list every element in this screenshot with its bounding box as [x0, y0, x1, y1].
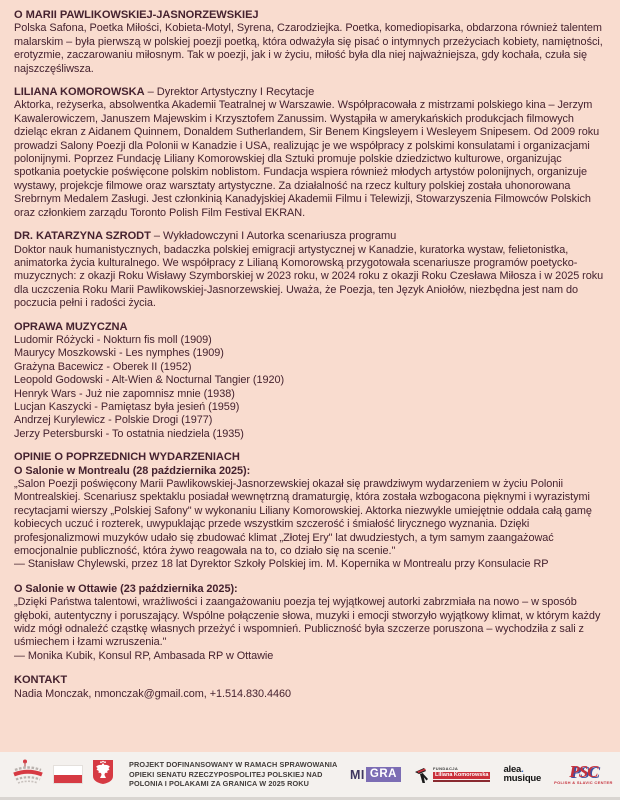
alea-blue-dot: .	[521, 764, 524, 775]
alea-musique-logo	[503, 766, 541, 783]
fundacja-logo-top-text: FUNDACJA	[432, 766, 459, 771]
szrodt-body: Doktor nauk humanistycznych, badaczka polskiej emigracji artystycznej w Kanadzie, kuratorka wystaw, felietonistka, animatorka życia kulturalnego. We współpracy z Lilianą Komorowską przygotowała scenariusze programów poetycko-muzycznych: z okazji Roku Wisławy Szymborskiej w 2023 roku, w 2024 roku z okazji Roku Czesława Miłosza i w 2025 roku dla uczczenia Roku Marii Pawlikowskiej-Jasnorzewskiej. Uważa, że Poezja, ten Język Aniołów, niezbędna jest nam do poczucia pełni i radości życia.	[14, 243, 604, 310]
opinion-montreal-title: O Salonie w Montrealu (28 października 2025):	[14, 464, 251, 477]
music-item: Maurycy Moszkowski - Les nymphes (1909)	[14, 347, 224, 360]
opinion-ottawa-quote: „Dzięki Państwa talentowi, wrażliwości i zaangażowaniu poezja tej wyjątkowej autorki zabrzmiała na nowo – w sposób głęboki, autentyczny i poruszający. Wspólne połączenie słowa, muzyki i emocji stworzyło wyjątkowy klimat, w którym każdy widz mógł odnaleźć cząstkę własnych przeżyć i wspomnień. Publiczność była szczerze poruszona – wychodziła z sali z uśmiechem i łzami wzruszenia."	[14, 596, 601, 649]
liliana-name: LILIANA KOMOROWSKA	[14, 86, 145, 99]
music-item: Andrzej Kurylewicz - Polskie Drogi (1977)	[14, 414, 213, 427]
liliana-heading	[14, 86, 608, 99]
psc-logo-subtext: POLISH & SLAVIC CENTER	[554, 780, 613, 785]
footer-sponsor-bar	[0, 752, 620, 800]
music-heading: OPRAWA MUZYCZNA	[14, 320, 128, 333]
szrodt-role: – Wykładowczyni I Autorka scenariusza programu	[150, 230, 397, 243]
opinion-montreal	[14, 465, 608, 572]
poland-flag-icon	[53, 765, 83, 784]
project-funding-line: OPIEKI SENATU RZECZYPOSPOLITEJ POLSKIEJ NAD	[129, 769, 323, 779]
fundacja-logo-textblock	[433, 767, 491, 782]
about-maria-heading: O MARII PAWLIKOWSKIEJ-JASNORZEWSKIEJ	[14, 9, 259, 21]
liliana-body: Aktorka, reżyserka, absolwentka Akademii Teatralnej w Warszawie. Współpracowała z mistrzami polskiego kina – Jerzym Kawalerowiczem, Januszem Majewskim i Krzysztofem Zanussim. Wystąpiła w amerykańskich produkcjach filmowych dzieląc ekran z Aidanem Quinnem, Donaldem Sutherlandem, Sir Benem Kingsleyem i Wesleyem Snipesem. Od 2009 roku prowadzi Salony Poezji dla Polonii w Kanadzie i USA, realizując je we współpracy z polskimi konsulatami i organizacjami polonijnymi. Poprzez Fundację Liliany Komorowskiej dla Sztuki promuje polskie dziedzictwo kulturowe, organizując spotkania poetyckie poświęcone polskim noblistom. Fundacja wspiera również młodych artystów polonijnych, organizuje wystawy, projekcje filmowe oraz warsztaty artystyczne. Za działalność na rzecz kultury polskiej została uhonorowana Srebrnym Medalem Zasługi. Jest członkinią Kanadyjskiej Akademii Filmu i Telewizji, Stowarzyszenia Filmowców Polskich oraz członkiem zarządu Toronto Polish Film Festival EKRAN.	[14, 99, 600, 219]
music-item: Lucjan Kaszycki - Pamiętasz była jesień (1959)	[14, 400, 240, 413]
opinion-ottawa-attribution: — Monika Kubik, Konsul RP, Ambasada RP w Ottawie	[14, 649, 274, 662]
contact-heading: KONTAKT	[14, 674, 68, 687]
section-katarzyna-szrodt	[14, 230, 608, 310]
section-music-program	[14, 321, 608, 442]
szrodt-name: DR. KATARZYNA SZRODT	[14, 230, 151, 243]
opinion-montreal-quote: „Salon Poezji poświęcony Marii Pawlikowskiej-Jasnorzewskiej okazał się prawdziwym wydarzeniem w życiu Polonii Montrealskiej. Scenariusz spektaklu posiadał wewnętrzną dramaturgię, która została wzbogacona pięknymi i wyrazistymi recytacjami wierszy „Polskiej Safony" w wykonaniu Liliany Komorowskiej. Aktorka niezwykle umiejętnie oddała całą gamę kobiecych uczuć i rozterek, uwypuklając przede wszystkim szczerość i śmiałość lirycznego wyznania. Dzięki profesjonalizmowi muzyków udało się zbudować klimat „Złotej Ery" lat dwudziestych, a tym samym zaangażować emocjonalnie publiczność, która żywo reagowała na to, co działo się na scenie."	[14, 478, 592, 558]
section-opinions	[14, 451, 608, 663]
about-maria-body: Polska Safona, Poetka Miłości, Kobieta-Motyl, Syrena, Czarodziejka. Poetka, komediopisarka, obdarzona również talentem malarskim – była pierwszą w polskiej poezji poetką, która odważyła się pisać o intymnych przeżyciach kobiety, namiętności, erotyzmie, zaczarowaniu miłosnym. Tak w poezji, jak i w życiu, miłość była dla niej najważniejsza, gdy kochała, czuła się najszczęśliwsza.	[14, 22, 603, 75]
szrodt-heading	[14, 230, 608, 243]
opinion-ottawa	[14, 583, 608, 663]
contact-line: Nadia Monczak, nmonczak@gmail.com, +1.514.830.4460	[14, 687, 292, 700]
opinion-ottawa-title: O Salonie w Ottawie (23 października 2025):	[14, 582, 238, 595]
music-item: Ludomir Różycki - Nokturn fis moll (1909)	[14, 333, 212, 346]
section-contact	[14, 674, 608, 701]
psc-logo-text: PSC	[569, 762, 598, 781]
fundacja-logo-bar	[433, 780, 491, 782]
music-item: Jerzy Petersburski - To ostatnia niedziela (1935)	[14, 427, 244, 440]
migra-logo-text: GRA	[366, 767, 401, 782]
fundacja-logo-name: Liliana Komorowska	[434, 772, 489, 778]
project-funding-text	[129, 760, 341, 789]
senat-rp-logo-icon	[12, 758, 44, 791]
section-liliana-komorowska	[14, 86, 608, 220]
liliana-role: – Dyrektor Artystyczny I Recytacje	[144, 86, 315, 99]
music-item: Henryk Wars - Już nie zapomnisz mnie (1938)	[14, 387, 235, 400]
fundacja-logo-icon	[414, 766, 431, 784]
fundacja-liliany-komorowskiej-logo	[414, 766, 491, 784]
project-funding-line: POLONIA I POLAKAMI ZA GRANICA W 2025 ROKU	[129, 779, 310, 789]
opinions-heading: OPINIE O POPRZEDNICH WYDARZENIACH	[14, 451, 240, 464]
poland-coat-of-arms-icon	[92, 759, 114, 790]
migra-logo-text: MI	[350, 767, 365, 782]
music-item: Leopold Godowski - Alt-Wien & Nocturnal Tangier (1920)	[14, 374, 285, 387]
alea-musique-line1: alea.	[503, 764, 524, 775]
alea-musique-line2: musique	[503, 772, 542, 784]
opinion-montreal-attribution: — Stanisław Chylewski, przez 18 lat Dyrektor Szkoły Polskiej im. M. Kopernika w Montrealu przy Konsulacie RP	[14, 558, 549, 571]
polish-slavic-center-logo	[554, 764, 613, 785]
music-item: Grażyna Bacewicz - Oberek II (1952)	[14, 360, 192, 373]
section-about-maria	[14, 9, 608, 76]
migra-logo	[350, 767, 401, 782]
partner-logos	[350, 764, 613, 785]
project-funding-line: PROJEKT DOFINANSOWANY W RAMACH SPRAWOWANIA	[129, 760, 338, 770]
